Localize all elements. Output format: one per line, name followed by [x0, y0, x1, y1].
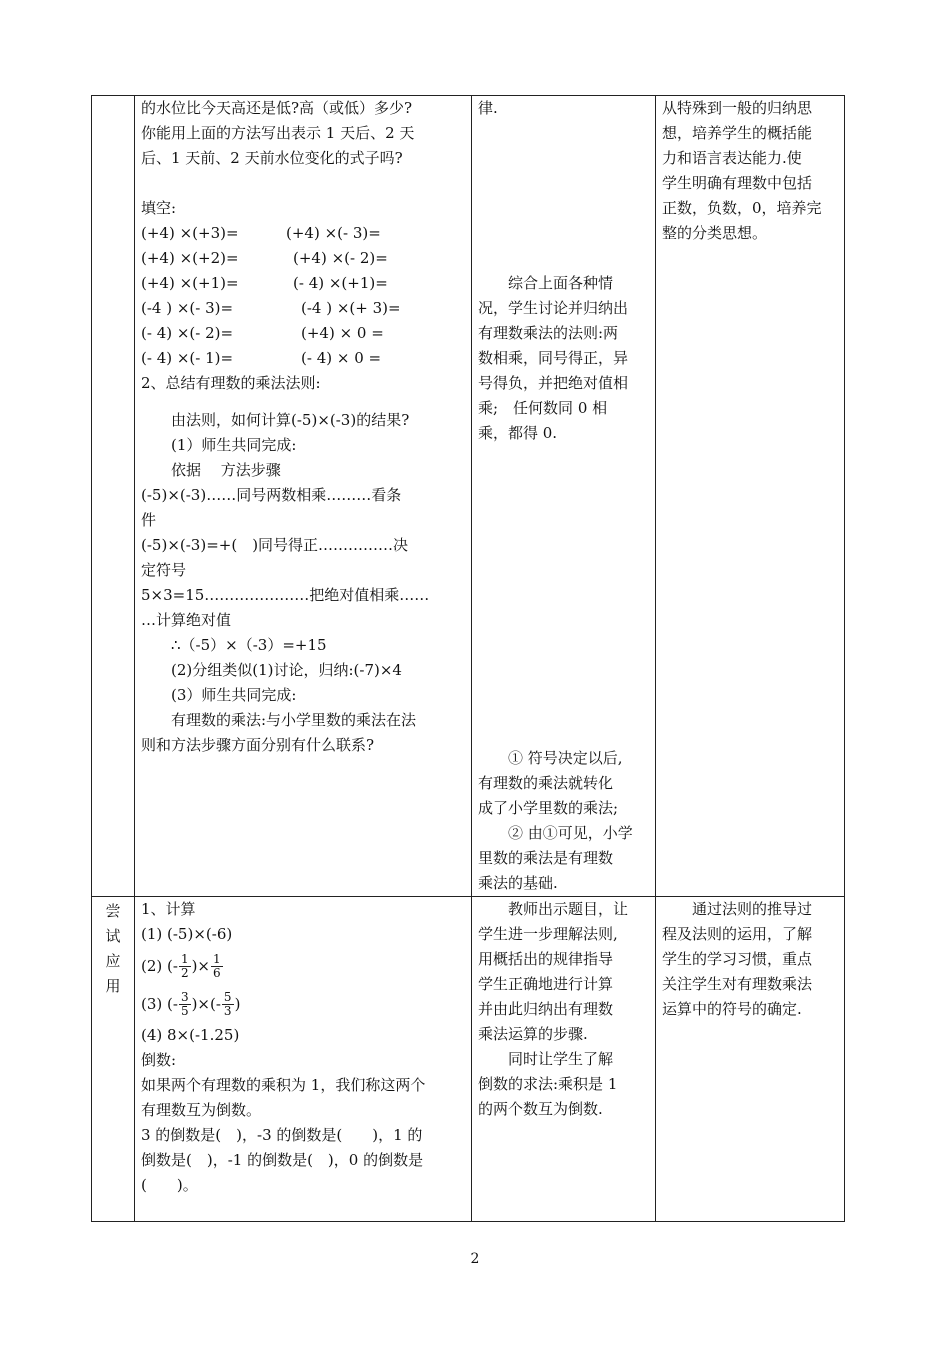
activity-line: 用概括出的规律指导	[478, 950, 614, 968]
denominator: 2	[180, 965, 189, 980]
fill-label: 填空:	[141, 199, 177, 217]
table-row	[92, 96, 845, 897]
note-line: ① 符号决定以后,	[508, 749, 623, 767]
step-line: 5×3=15…………………把绝对值相乘……	[141, 586, 430, 604]
fraction	[179, 991, 191, 1018]
intent-line: 运算中的符号的确定.	[662, 1000, 802, 1018]
intent-line: 关注学生对有理数乘法	[662, 975, 813, 993]
rule-question: 由法则，如何计算(-5)×(-3)的结果?	[171, 411, 410, 429]
note-line: 里数的乘法是有理数	[478, 849, 614, 867]
intent-line: 力和语言表达能力.使	[662, 149, 802, 167]
teaching-content-cell	[135, 897, 472, 1222]
fill-left: (+4) ×(+1)=	[141, 274, 239, 292]
fill-left: (- 4) ×(- 1)=	[141, 349, 234, 367]
activity-line: 并由此归纳出有理数	[478, 1000, 614, 1018]
intro-line: 你能用上面的方法写出表示 1 天后、2 天	[141, 124, 415, 142]
note-line: 有理数的乘法就转化	[478, 774, 614, 792]
row-label-char: 试	[105, 927, 121, 945]
numerator: 1	[213, 951, 221, 966]
reciprocal-def: 如果两个有理数的乘积为 1，我们称这两个	[141, 1076, 426, 1094]
step2: (2)分组类似(1)讨论，归纳:(-7)×4	[171, 661, 402, 679]
fill-right: (+4) ×(- 3)=	[286, 224, 381, 242]
rule-line: 数相乘，同号得正，异	[478, 349, 629, 367]
design-intent-cell	[656, 96, 845, 897]
row-label-char: 用	[105, 977, 121, 995]
fill-right: (- 4) × 0 =	[301, 349, 382, 367]
reciprocal-fill: 3 的倒数是( )，-3 的倒数是( )，1 的	[141, 1126, 423, 1144]
activity-line: 倒数的求法:乘积是 1	[478, 1075, 618, 1093]
expr-text: (3) (-	[141, 994, 178, 1013]
expr-text: )	[234, 994, 241, 1013]
row-label-char: 应	[105, 952, 121, 970]
activity-line: 的两个数互为倒数.	[478, 1100, 603, 1118]
step-line: (-5)×(-3)……同号两数相乘………看条	[141, 486, 402, 504]
expr-text: )×	[191, 956, 210, 975]
fraction	[211, 953, 223, 980]
intent-line: 学生明确有理数中包括	[662, 174, 813, 192]
basis-header: 依据 方法步骤	[171, 461, 281, 479]
step-line: …计算绝对值	[141, 611, 232, 629]
row-label-char: 尝	[105, 902, 121, 920]
fill-right: (+4) ×(- 2)=	[293, 249, 388, 267]
activity-line: 同时让学生了解	[508, 1050, 614, 1068]
summary-heading: 2、总结有理数的乘法法则:	[141, 374, 321, 392]
activity-line: 学生正确地进行计算	[478, 975, 614, 993]
intent-line: 程及法则的运用，了解	[662, 925, 813, 943]
relation-line: 有理数的乘法:与小学里数的乘法在法	[171, 711, 417, 729]
numerator: 5	[223, 989, 232, 1004]
numerator: 3	[180, 989, 189, 1004]
calc-item-1: (1) (-5)×(-6)	[141, 925, 233, 943]
teaching-content-cell	[135, 96, 472, 897]
calc-heading: 1、计算	[141, 900, 196, 918]
row-label-cell	[92, 897, 135, 1222]
expr-text: (2) (-	[141, 956, 178, 975]
fill-left: (- 4) ×(- 2)=	[141, 324, 234, 342]
intent-line: 整的分类思想。	[662, 224, 768, 242]
note-line: 乘法的基础.	[478, 874, 558, 892]
intro-line: 的水位比今天高还是低?高（或低）多少?	[141, 99, 413, 117]
intent-line: 学生的学习习惯，重点	[662, 950, 813, 968]
relation-line: 则和方法步骤方面分别有什么联系?	[141, 736, 375, 754]
activity-line: 教师出示题目，让	[508, 900, 629, 918]
intent-line: 通过法则的推导过	[692, 900, 813, 918]
denominator: 5	[180, 1003, 189, 1018]
fill-left: (-4 ) ×(- 3)=	[141, 299, 234, 317]
fill-right: (- 4) ×(+1)=	[293, 274, 388, 292]
note-line: ② 由①可见，小学	[508, 824, 633, 842]
step3: (3）师生共同完成:	[171, 686, 297, 704]
intro-line: 后、1 天前、2 天前水位变化的式子吗?	[141, 149, 403, 167]
step-line: 件	[141, 511, 157, 529]
numerator: 1	[180, 951, 189, 966]
note-line: 成了小学里数的乘法;	[478, 799, 619, 817]
reciprocal-fill: 倒数是( )，-1 的倒数是( )，0 的倒数是	[141, 1151, 424, 1169]
step1-title: (1）师生共同完成:	[171, 436, 297, 454]
denominator: 3	[223, 1003, 232, 1018]
page-number: 2	[470, 1251, 480, 1267]
intent-line: 正数，负数，0，培养完	[662, 199, 822, 217]
fill-right: (-4 ) ×(+ 3)=	[301, 299, 401, 317]
rule-line: 有理数乘法的法则:两	[478, 324, 619, 342]
rule-line: 综合上面各种情	[508, 274, 614, 292]
step-line: (-5)×(-3)=+( )同号得正……………决	[141, 536, 409, 554]
conclusion: ∴（-5）×（-3）=+15	[171, 636, 327, 654]
intent-line: 想，培养学生的概括能	[662, 124, 813, 142]
fill-left: (+4) ×(+2)=	[141, 249, 239, 267]
student-activity-cell	[472, 96, 656, 897]
rule-line: 号得负，并把绝对值相	[478, 374, 629, 392]
reciprocal-fill: ( )。	[141, 1176, 198, 1194]
student-activity-cell	[472, 897, 656, 1222]
calc-item-2	[141, 947, 465, 985]
denominator: 6	[213, 965, 221, 980]
fill-in-grid	[141, 221, 465, 371]
reciprocal-label: 倒数:	[141, 1051, 177, 1069]
intent-line: 从特殊到一般的归纳思	[662, 99, 813, 117]
fill-left: (+4) ×(+3)=	[141, 224, 239, 242]
rule-line: 乘，都得 0.	[478, 424, 558, 442]
design-intent-cell	[656, 897, 845, 1222]
rule-line: 乘; 任何数同 0 相	[478, 399, 608, 417]
fill-right: (+4) × 0 =	[301, 324, 384, 342]
calc-item-4: (4) 8×(-1.25)	[141, 1026, 240, 1044]
lesson-plan-table	[91, 95, 845, 1222]
table-row	[92, 897, 845, 1222]
row-label-cell	[92, 96, 135, 897]
reciprocal-def: 有理数互为倒数。	[141, 1101, 262, 1119]
expr-text: )×(-	[191, 994, 221, 1013]
step-line: 定符号	[141, 561, 187, 579]
activity-line: 乘法运算的步骤.	[478, 1025, 588, 1043]
activity-line: 学生进一步理解法则,	[478, 925, 618, 943]
rule-line: 况，学生讨论并归纳出	[478, 299, 629, 317]
fraction	[222, 991, 234, 1018]
calc-item-3	[141, 985, 465, 1023]
fraction	[179, 953, 191, 980]
activity-top: 律.	[478, 99, 498, 117]
